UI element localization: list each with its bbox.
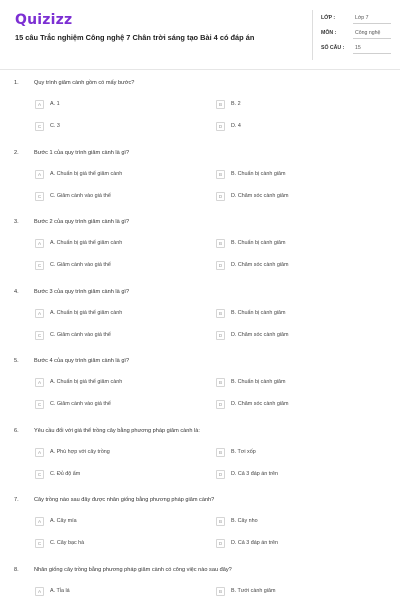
option-text: D. Cả 3 đáp án trên bbox=[231, 540, 279, 546]
option-text: C. Đủ độ ẩm bbox=[50, 470, 81, 477]
option-letter-box: A bbox=[35, 517, 44, 526]
question-number: 4. bbox=[14, 288, 19, 295]
option-letter-box: D bbox=[216, 122, 225, 131]
option-text: D. 4 bbox=[231, 123, 241, 129]
question-text: Quy trình giâm cành gồm có mấy bước? bbox=[34, 80, 135, 86]
option-letter-box: D bbox=[216, 470, 225, 479]
meta-underline bbox=[353, 23, 391, 24]
option-text: C. Cây bạc hà bbox=[50, 540, 85, 546]
option-text: D. Cả 3 đáp án trên bbox=[231, 470, 279, 477]
option-letter-box: C bbox=[35, 331, 44, 340]
option-letter-box: D bbox=[216, 261, 225, 270]
question-item bbox=[0, 209, 400, 279]
option-text: A. Tỉa lá bbox=[50, 587, 70, 594]
question-item bbox=[0, 348, 400, 418]
question-text: Cây trồng nào sau đây được nhân giống bằng phương pháp giâm cành? bbox=[34, 497, 215, 503]
option-text: B. Chuẩn bị cành giâm bbox=[231, 170, 286, 177]
option-letter-box: B bbox=[216, 517, 225, 526]
page-title: 15 câu Trắc nghiệm Công nghệ 7 Chân trời sáng tạo Bài 4 có đáp án bbox=[15, 33, 255, 42]
question-item bbox=[0, 418, 400, 488]
option-letter-box: B bbox=[216, 448, 225, 457]
option-text: D. Chăm sóc cành giâm bbox=[231, 401, 289, 407]
question-item bbox=[0, 557, 400, 600]
option-text: B. Chuẩn bị cành giâm bbox=[231, 309, 286, 316]
option-letter-box: D bbox=[216, 400, 225, 409]
meta-info-box bbox=[312, 10, 390, 60]
option-text: C. Giâm cành vào giá thể bbox=[50, 331, 111, 338]
question-text: Bước 1 của quy trình giâm cành là gì? bbox=[34, 149, 130, 156]
option-text: C. Giâm cành vào giá thể bbox=[50, 262, 111, 268]
option-letter-box: C bbox=[35, 470, 44, 479]
option-letter-box: A bbox=[35, 448, 44, 457]
option-text: A. Chuẩn bị giá thể giâm cành bbox=[50, 170, 123, 177]
option-letter-box: A bbox=[35, 378, 44, 387]
question-number: 5. bbox=[14, 358, 19, 364]
question-item bbox=[0, 487, 400, 557]
option-text: A. Chuẩn bị giá thể giâm cành bbox=[50, 379, 123, 385]
option-text: B. Chuẩn bị cành giâm bbox=[231, 240, 286, 246]
question-text: Bước 2 của quy trình giâm cành là gì? bbox=[34, 219, 130, 225]
option-text: D. Chăm sóc cành giâm bbox=[231, 262, 289, 268]
question-number: 7. bbox=[14, 497, 19, 503]
option-letter-box: D bbox=[216, 539, 225, 548]
meta-label: MÔN : bbox=[321, 30, 337, 36]
option-letter-box: A bbox=[35, 309, 44, 318]
option-letter-box: B bbox=[216, 309, 225, 318]
option-text: D. Chăm sóc cành giâm bbox=[231, 331, 289, 338]
option-letter-box: A bbox=[35, 239, 44, 248]
option-letter-box: B bbox=[216, 587, 225, 596]
worksheet-header bbox=[0, 0, 400, 70]
option-text: A. Chuẩn bị giá thể giâm cành bbox=[50, 309, 123, 316]
option-letter-box: C bbox=[35, 122, 44, 131]
meta-value: Lớp 7 bbox=[355, 15, 369, 21]
option-text: B. Tơi xốp bbox=[231, 448, 256, 455]
option-letter-box: D bbox=[216, 331, 225, 340]
option-letter-box: A bbox=[35, 587, 44, 596]
option-letter-box: A bbox=[35, 100, 44, 109]
option-letter-box: C bbox=[35, 192, 44, 201]
option-text: B. Cây nho bbox=[231, 518, 258, 524]
option-text: A. Chuẩn bị giá thể giâm cành bbox=[50, 240, 123, 246]
option-letter-box: C bbox=[35, 261, 44, 270]
option-text: B. 2 bbox=[231, 101, 241, 107]
option-letter-box: C bbox=[35, 539, 44, 548]
option-text: C. Giâm cành vào giá thể bbox=[50, 192, 111, 199]
question-item bbox=[0, 140, 400, 210]
meta-value: Công nghệ bbox=[355, 30, 381, 36]
question-text: Bước 4 của quy trình giâm cành là gì? bbox=[34, 358, 130, 364]
option-letter-box: B bbox=[216, 170, 225, 179]
question-text: Bước 3 của quy trình giâm cành là gì? bbox=[34, 288, 130, 295]
question-number: 2. bbox=[14, 149, 19, 156]
option-text: A. Phù hợp với cây trồng bbox=[50, 448, 110, 455]
option-text: C. 3 bbox=[50, 123, 60, 129]
option-text: C. Giâm cành vào giá thể bbox=[50, 401, 111, 407]
option-letter-box: C bbox=[35, 400, 44, 409]
meta-label: LỚP : bbox=[321, 15, 336, 21]
quizizz-logo: Quizizz bbox=[15, 12, 73, 28]
question-number: 1. bbox=[14, 80, 19, 86]
meta-value: 15 bbox=[355, 45, 361, 51]
meta-underline bbox=[353, 38, 391, 39]
meta-underline bbox=[353, 53, 391, 54]
option-text: D. Chăm sóc cành giâm bbox=[231, 192, 289, 199]
question-number: 8. bbox=[14, 566, 19, 573]
question-text: Yêu cầu đối với giá thể trồng cây bằng phương pháp giâm cành là: bbox=[34, 427, 200, 434]
question-item bbox=[0, 70, 400, 140]
question-number: 6. bbox=[14, 427, 19, 434]
option-letter-box: B bbox=[216, 100, 225, 109]
question-text: Nhân giống cây trồng bằng phương pháp giâm cành có công việc nào sau đây? bbox=[34, 566, 232, 573]
meta-label: SỐ CÂU : bbox=[321, 45, 345, 51]
option-letter-box: D bbox=[216, 192, 225, 201]
question-number: 3. bbox=[14, 219, 19, 225]
option-text: A. 1 bbox=[50, 101, 60, 107]
option-letter-box: B bbox=[216, 239, 225, 248]
option-text: B. Tưới cành giâm bbox=[231, 587, 276, 594]
option-letter-box: B bbox=[216, 378, 225, 387]
question-item bbox=[0, 279, 400, 349]
option-text: A. Cây mía bbox=[50, 518, 77, 524]
option-letter-box: A bbox=[35, 170, 44, 179]
option-text: B. Chuẩn bị cành giâm bbox=[231, 379, 286, 385]
